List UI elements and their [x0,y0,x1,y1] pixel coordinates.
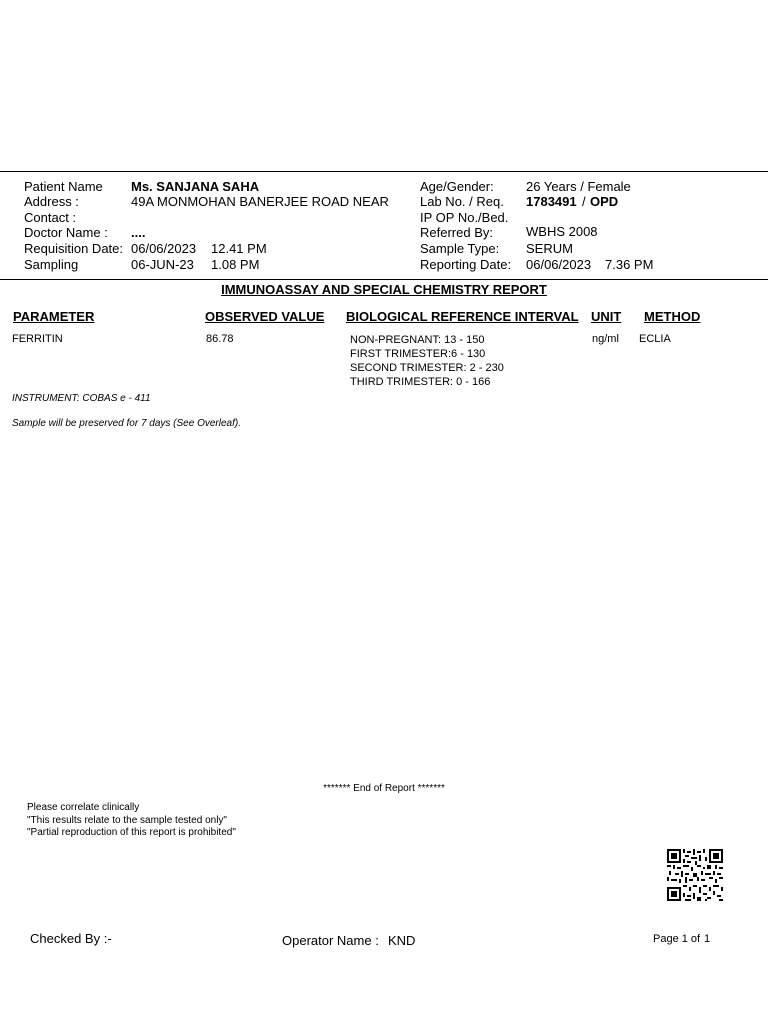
footer-note-line: "This results relate to the sample tested only" [27,814,227,826]
reporting-date-value: 06/06/2023 [526,257,592,272]
report-title: IMMUNOASSAY AND SPECIAL CHEMISTRY REPORT [221,282,547,297]
age-gender-value: 26 Years / Female [526,179,631,194]
footer-note-line: Please correlate clinically [27,802,140,813]
column-header-reference-interval: BIOLOGICAL REFERENCE INTERVAL [346,309,579,324]
instrument-note: INSTRUMENT: COBAS e - 411 [12,393,151,404]
contact-label: Contact : [24,210,77,225]
ip-op-label: IP OP No./Bed. [420,210,509,225]
header-top-rule [0,171,768,172]
preservation-note: Sample will be preserved for 7 days (See Overleaf). [12,418,241,429]
sample-type-label: Sample Type: [420,241,500,256]
header-bottom-rule [0,279,768,280]
end-of-report: ******* End of Report ******* [323,783,445,794]
reference-interval-line: SECOND TRIMESTER: 2 - 230 [350,362,504,374]
lab-no-value: 1783491 [526,194,577,209]
reporting-time-value: 7.36 PM [605,257,654,272]
page-total-value: 1 [704,933,711,945]
column-header-unit: UNIT [591,309,622,324]
cell-method: ECLIA [639,333,671,345]
reporting-date-label: Reporting Date: [420,257,512,272]
page-number-label: Page 1 of [653,933,701,945]
lab-no-separator: / [582,194,586,209]
sample-type-value: SERUM [526,241,573,256]
requisition-date-value: 06/06/2023 [131,241,197,256]
cell-parameter: FERRITIN [12,333,63,345]
lab-no-label: Lab No. / Req. [420,194,504,209]
patient-name-label: Patient Name [24,179,103,194]
requisition-time-value: 12.41 PM [211,241,267,256]
address-value: 49A MONMOHAN BANERJEE ROAD NEAR [131,194,389,209]
referred-by-label: Referred By: [420,225,493,240]
column-header-parameter: PARAMETER [13,309,95,324]
cell-unit: ng/ml [592,333,619,345]
doctor-name-label: Doctor Name : [24,225,108,240]
sampling-time-value: 1.08 PM [211,257,260,272]
footer-notes [27,802,236,840]
column-header-method: METHOD [644,309,701,324]
reference-interval-line: THIRD TRIMESTER: 0 - 166 [350,376,491,388]
column-header-observed-value: OBSERVED VALUE [205,309,325,324]
requisition-date-label: Requisition Date: [24,241,123,256]
address-label: Address : [24,194,79,209]
cell-observed-value: 86.78 [206,333,234,345]
reference-interval-line: FIRST TRIMESTER:6 - 130 [350,348,486,360]
qr-code [667,849,723,901]
age-gender-label: Age/Gender: [420,179,494,194]
sampling-label: Sampling [24,257,79,272]
req-value: OPD [590,194,619,209]
reference-interval-line: NON-PREGNANT: 13 - 150 [350,334,485,346]
operator-name-value: KND [388,933,416,948]
footer-note-line: "Partial reproduction of this report is prohibited" [27,827,236,838]
operator-name-label: Operator Name : [282,933,379,948]
doctor-name-value: .... [131,225,146,240]
patient-name-value: Ms. SANJANA SAHA [131,179,260,194]
referred-by-value: WBHS 2008 [526,224,598,239]
cell-reference-interval [350,333,504,389]
sampling-date-value: 06-JUN-23 [131,257,194,272]
checked-by-label: Checked By :- [30,931,112,946]
